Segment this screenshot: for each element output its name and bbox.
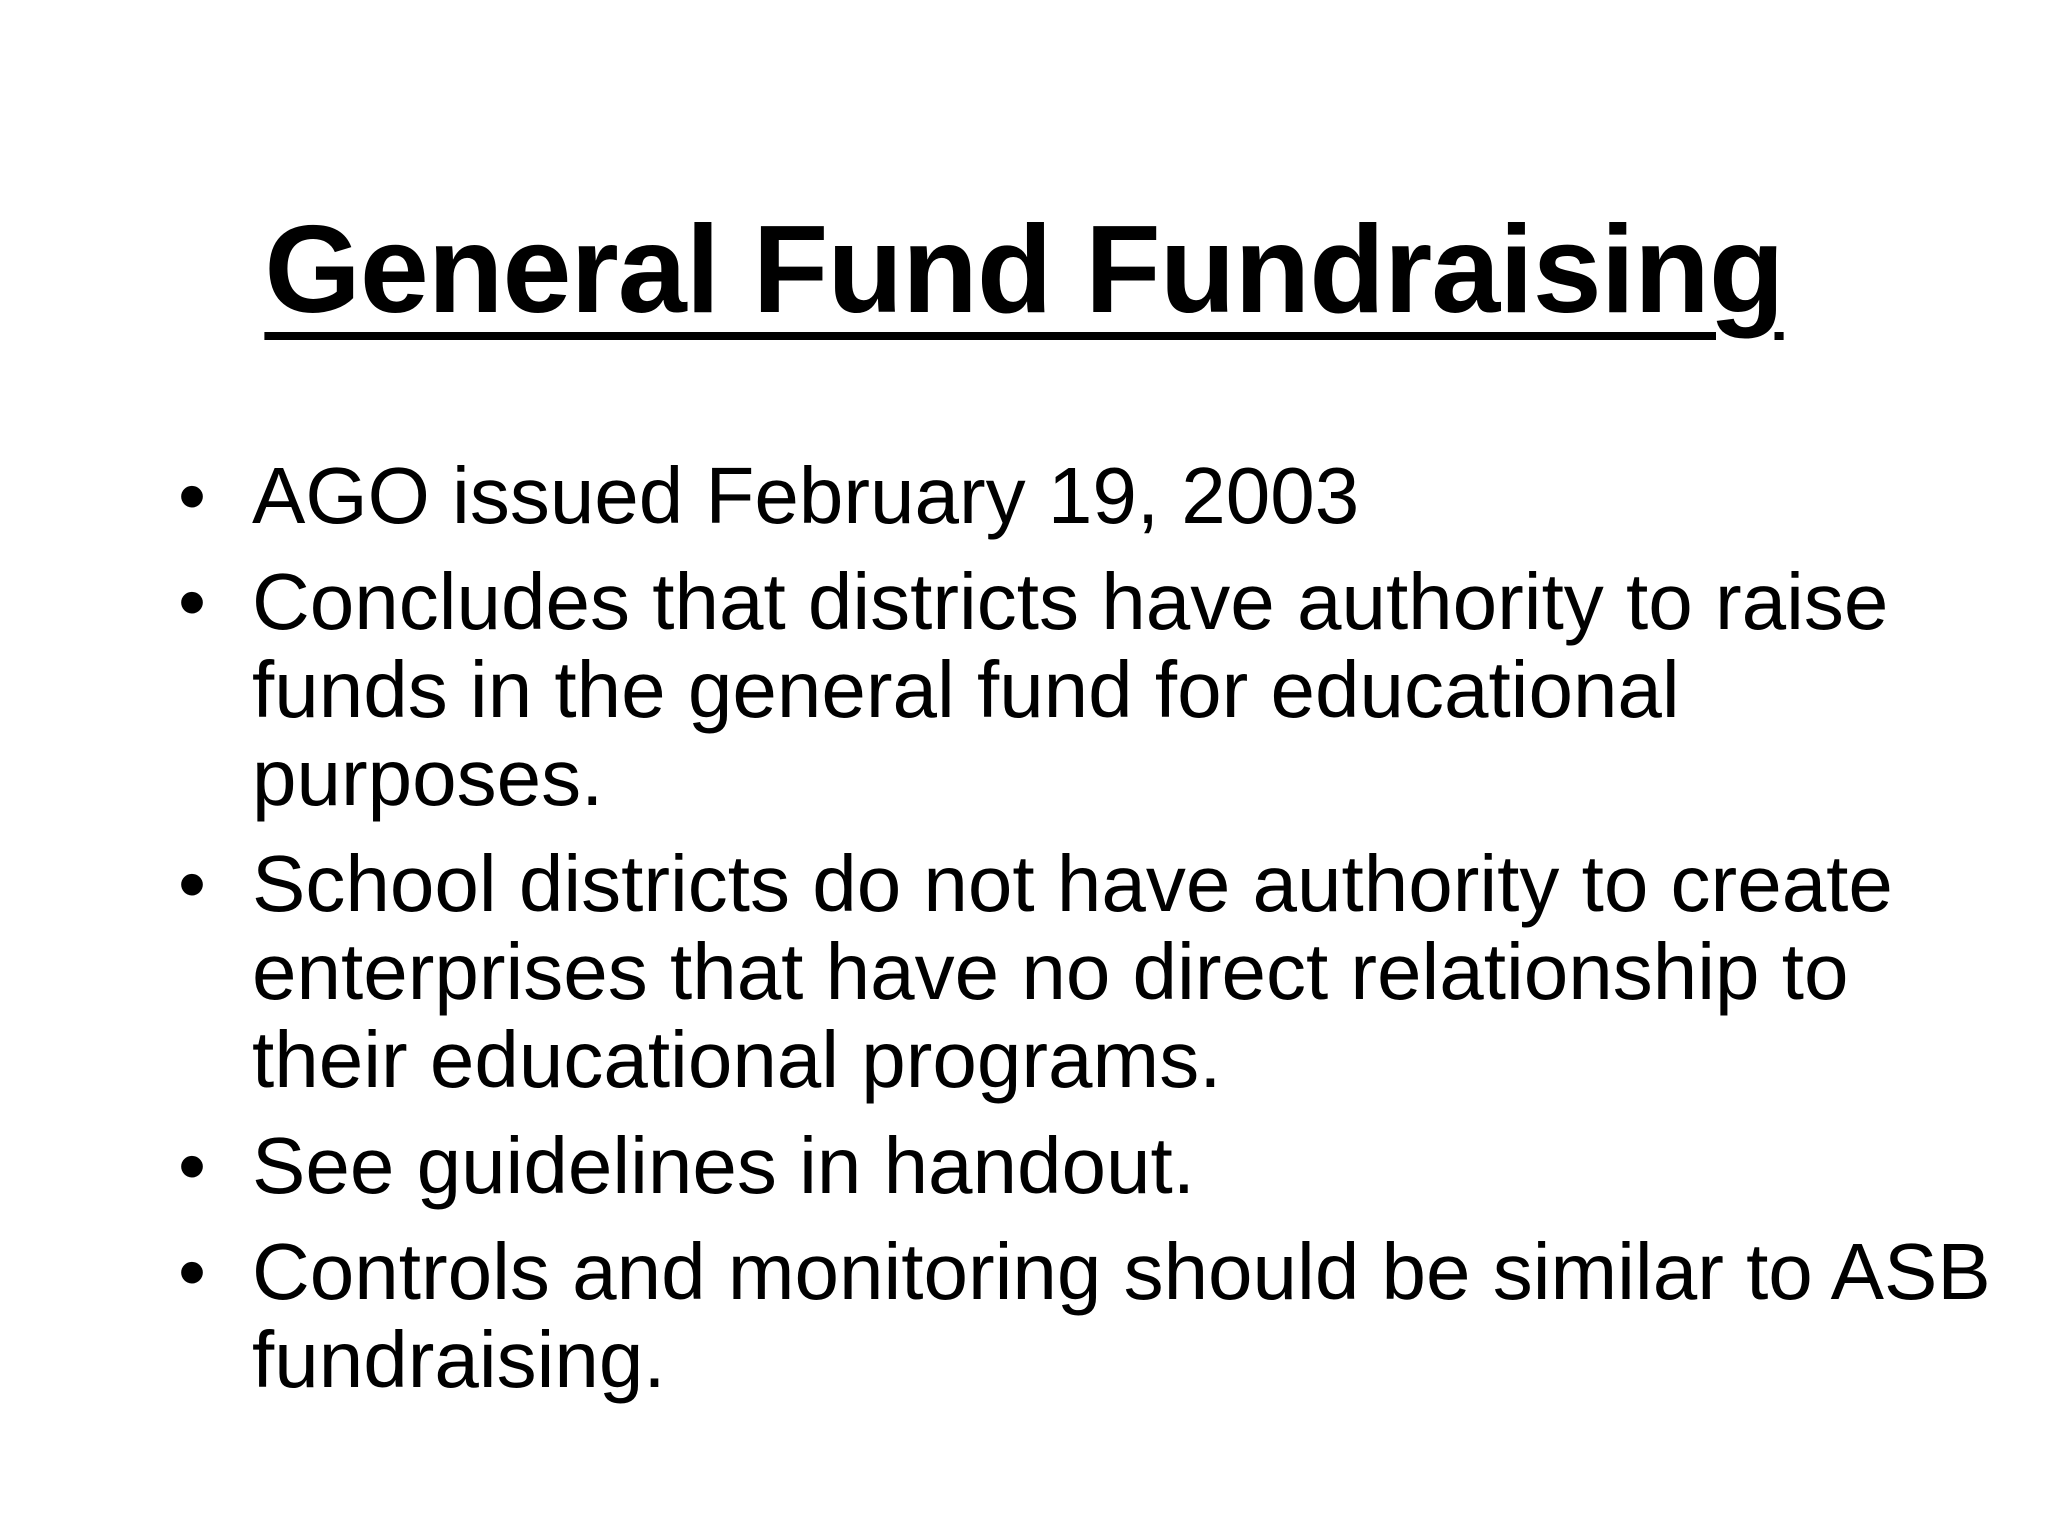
- bullet-text: AGO issued February 19, 2003: [252, 451, 1360, 540]
- bullet-list: [172, 452, 2012, 1422]
- bullet-text: Controls and monitoring should be similar to ASB fundraising.: [252, 1227, 1991, 1404]
- bullet-icon: •: [177, 557, 206, 646]
- bullet-icon: •: [177, 839, 206, 928]
- slide-title: General Fund Fundraising: [264, 201, 1784, 339]
- bullet-text: School districts do not have authority to create enterprises that have no direct relationship to their educational programs.: [252, 839, 1893, 1104]
- bullet-item: [172, 840, 2012, 1104]
- bullet-text: Concludes that districts have authority to raise funds in the general fund for educational purposes.: [252, 557, 1889, 822]
- bullet-icon: •: [177, 451, 206, 540]
- bullet-icon: •: [177, 1227, 206, 1316]
- bullet-text: See guidelines in handout.: [252, 1121, 1195, 1210]
- bullet-item: [172, 1122, 2012, 1210]
- bullet-item: [172, 558, 2012, 822]
- bullet-icon: •: [177, 1121, 206, 1210]
- bullet-item: [172, 1228, 2012, 1404]
- bullet-item: [172, 452, 2012, 540]
